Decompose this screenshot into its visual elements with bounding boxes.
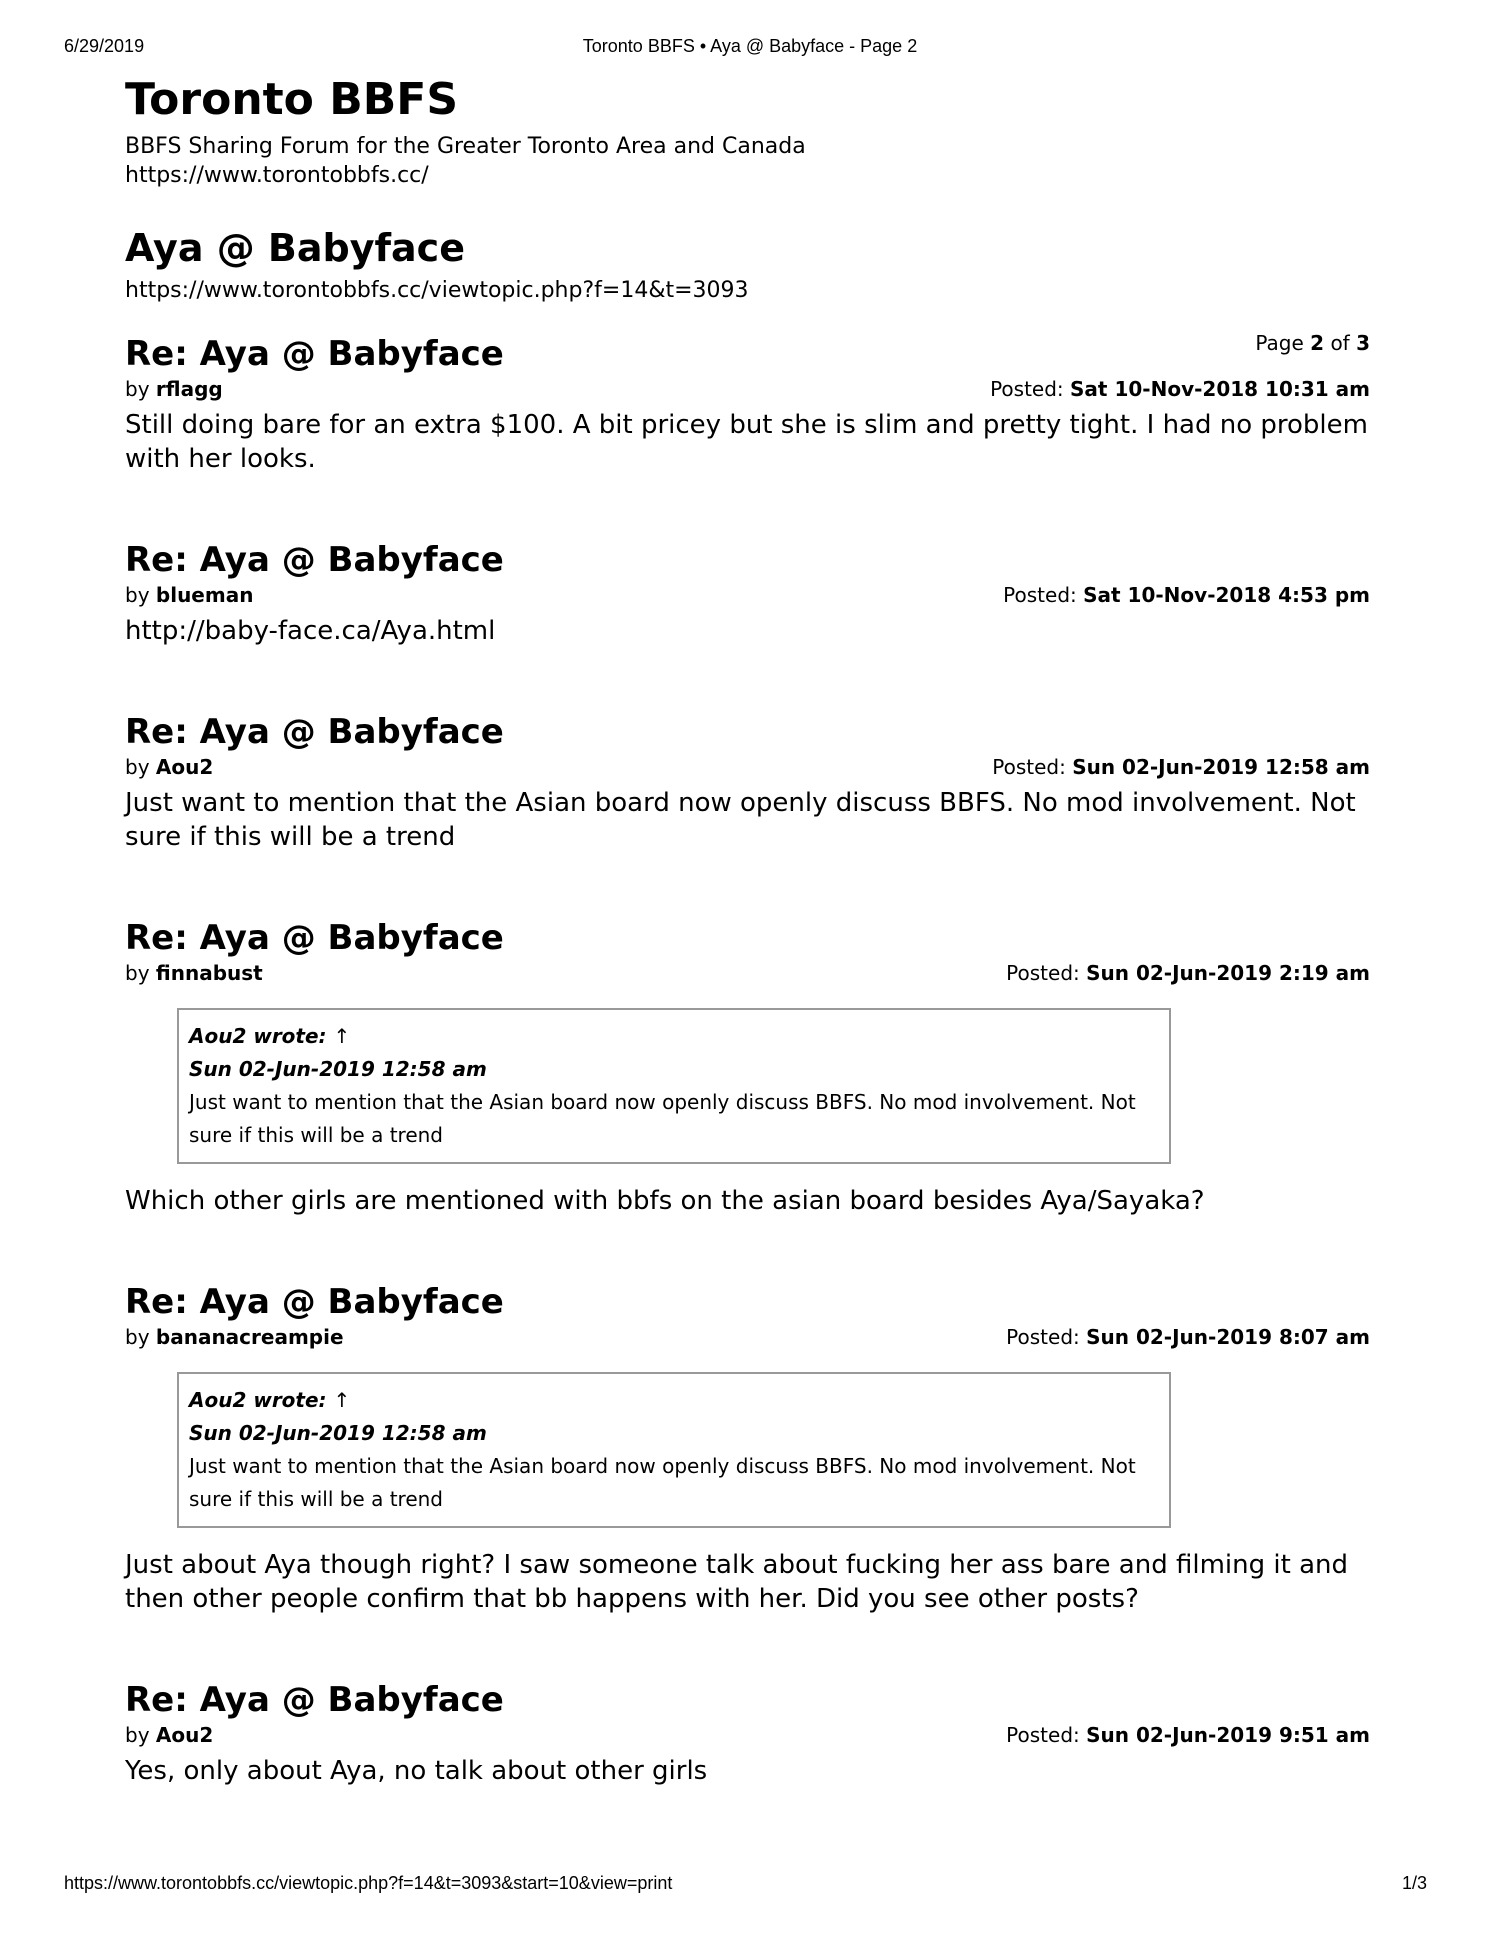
post-date-value: Sat 10-Nov-2018 4:53 pm bbox=[1083, 583, 1370, 607]
post-author: blueman bbox=[155, 583, 254, 607]
print-date: 6/29/2019 bbox=[64, 36, 145, 56]
post-meta bbox=[125, 1722, 1370, 1748]
print-url: https://www.torontobbfs.cc/viewtopic.php?f=14&t=3093&start=10&view=print bbox=[64, 1873, 673, 1893]
post-title: Re: Aya @ Babyface bbox=[125, 1282, 504, 1322]
post-date bbox=[990, 376, 1370, 402]
post-by-label: by bbox=[125, 583, 150, 607]
pagination-current: 2 bbox=[1310, 331, 1325, 355]
quote-block bbox=[177, 1372, 1171, 1528]
post-body: Which other girls are mentioned with bbfs on the asian board besides Aya/Sayaka? bbox=[125, 1186, 1205, 1216]
topic-url[interactable]: https://www.torontobbfs.cc/viewtopic.php?f=14&t=3093 bbox=[125, 278, 749, 303]
post bbox=[125, 538, 1370, 648]
topic-title: Aya @ Babyface bbox=[125, 226, 465, 270]
post-body: Yes, only about Aya, no talk about other girls bbox=[125, 1756, 708, 1786]
post-title: Re: Aya @ Babyface bbox=[125, 1680, 504, 1720]
post bbox=[125, 332, 1370, 476]
post-date-value: Sun 02-Jun-2019 12:58 am bbox=[1072, 755, 1370, 779]
pagination bbox=[1255, 330, 1370, 356]
post bbox=[125, 710, 1370, 854]
post-meta bbox=[125, 754, 1370, 780]
post-title: Re: Aya @ Babyface bbox=[125, 540, 504, 580]
quote-date: Sun 02-Jun-2019 12:58 am bbox=[189, 1057, 487, 1081]
post-title: Re: Aya @ Babyface bbox=[125, 712, 504, 752]
pagination-of-label: of bbox=[1330, 331, 1350, 355]
post-by-label: by bbox=[125, 377, 150, 401]
post-author: bananacreampie bbox=[155, 1325, 344, 1349]
posted-label: Posted: bbox=[992, 755, 1066, 779]
quote-wrote-label: wrote: bbox=[253, 1024, 327, 1048]
quote-jump-icon[interactable]: ↑ bbox=[333, 1024, 351, 1048]
post bbox=[125, 916, 1370, 1218]
quote-block bbox=[177, 1008, 1171, 1164]
quote-wrote-label: wrote: bbox=[253, 1388, 327, 1412]
post-date bbox=[1003, 582, 1370, 608]
quote-body: Just want to mention that the Asian board now openly discuss BBFS. No mod involvement. Not sure if this will be a trend bbox=[189, 1090, 1136, 1147]
page-content bbox=[125, 70, 1370, 1788]
pagination-label: Page bbox=[1255, 331, 1304, 355]
post-date-value: Sat 10-Nov-2018 10:31 am bbox=[1070, 377, 1370, 401]
post-date bbox=[1006, 1722, 1370, 1748]
posted-label: Posted: bbox=[1006, 961, 1080, 985]
post-body: Just want to mention that the Asian board now openly discuss BBFS. No mod involvement. Not sure if this will be a trend bbox=[125, 788, 1356, 852]
post-date bbox=[1006, 1324, 1370, 1350]
quote-header bbox=[189, 1020, 1159, 1053]
post-by-label: by bbox=[125, 961, 150, 985]
print-header bbox=[0, 36, 1500, 60]
posted-label: Posted: bbox=[1006, 1325, 1080, 1349]
quote-jump-icon[interactable]: ↑ bbox=[333, 1388, 351, 1412]
post-author: finnabust bbox=[155, 961, 263, 985]
post bbox=[125, 1280, 1370, 1616]
quote-body: Just want to mention that the Asian board now openly discuss BBFS. No mod involvement. Not sure if this will be a trend bbox=[189, 1454, 1136, 1511]
print-page-title: Toronto BBFS • Aya @ Babyface - Page 2 bbox=[582, 36, 918, 56]
post-meta bbox=[125, 960, 1370, 986]
post-body: Still doing bare for an extra $100. A bit pricey but she is slim and pretty tight. I had no problem with her looks. bbox=[125, 410, 1368, 474]
quote-date: Sun 02-Jun-2019 12:58 am bbox=[189, 1421, 487, 1445]
quote-header bbox=[189, 1384, 1159, 1417]
print-footer bbox=[0, 1873, 1500, 1897]
post-author: Aou2 bbox=[155, 1723, 214, 1747]
quote-author: Aou2 bbox=[189, 1388, 247, 1412]
post-author: Aou2 bbox=[155, 755, 214, 779]
post-date-value: Sun 02-Jun-2019 9:51 am bbox=[1086, 1723, 1370, 1747]
post-title: Re: Aya @ Babyface bbox=[125, 334, 504, 374]
post-meta bbox=[125, 1324, 1370, 1350]
posted-label: Posted: bbox=[1003, 583, 1077, 607]
site-title: Toronto BBFS bbox=[125, 74, 459, 125]
post-meta bbox=[125, 376, 1370, 402]
post-date-value: Sun 02-Jun-2019 2:19 am bbox=[1086, 961, 1370, 985]
posted-label: Posted: bbox=[1006, 1723, 1080, 1747]
quote-author: Aou2 bbox=[189, 1024, 247, 1048]
pagination-total: 3 bbox=[1356, 331, 1370, 355]
post-title: Re: Aya @ Babyface bbox=[125, 918, 504, 958]
post-by-label: by bbox=[125, 1723, 150, 1747]
post-author: rflagg bbox=[155, 377, 223, 401]
post-date bbox=[1006, 960, 1370, 986]
site-url[interactable]: https://www.torontobbfs.cc/ bbox=[125, 163, 429, 188]
post bbox=[125, 1678, 1370, 1788]
posted-label: Posted: bbox=[990, 377, 1064, 401]
post-body: Just about Aya though right? I saw someone talk about fucking her ass bare and filming it and then other people confirm that bb happens with her. Did you see other posts? bbox=[125, 1550, 1348, 1614]
post-date bbox=[992, 754, 1370, 780]
post-by-label: by bbox=[125, 1325, 150, 1349]
post-date-value: Sun 02-Jun-2019 8:07 am bbox=[1086, 1325, 1370, 1349]
post-body[interactable]: http://baby-face.ca/Aya.html bbox=[125, 616, 496, 646]
site-description: BBFS Sharing Forum for the Greater Toronto Area and Canada bbox=[125, 134, 806, 159]
print-page-number: 1/3 bbox=[1401, 1873, 1427, 1893]
post-meta bbox=[125, 582, 1370, 608]
post-by-label: by bbox=[125, 755, 150, 779]
